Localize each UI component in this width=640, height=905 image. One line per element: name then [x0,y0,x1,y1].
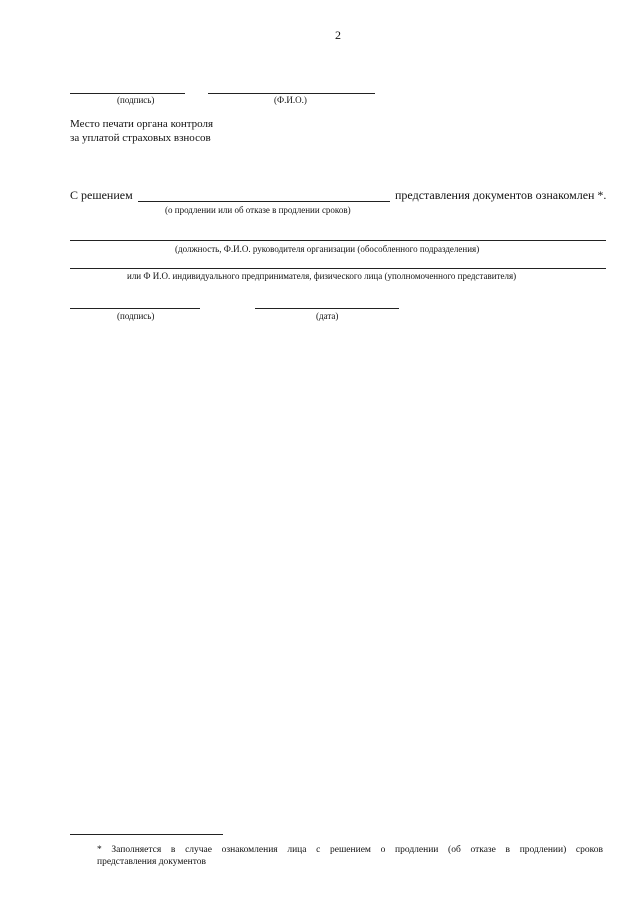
decision-line [138,201,390,202]
decision-hint: (о продлении или об отказе в продлении сроков) [165,205,351,215]
footnote-line2: представления документов [97,857,206,867]
date-line [255,308,399,309]
position-line [70,240,606,241]
date-label: (дата) [316,311,339,321]
bottom-signature-line [70,308,200,309]
page-number: 2 [335,28,341,42]
bottom-signature-label: (подпись) [117,311,155,321]
entrepreneur-line [70,268,606,269]
position-hint: (должность, Ф.И.О. руководителя организации (обособленного подразделения) [175,244,480,254]
signature-line [70,93,185,94]
acquaintance-suffix: представления документов ознакомлен *. [395,188,607,202]
stamp-place-line1: Место печати органа контроля [70,118,214,130]
entrepreneur-hint: или Ф И.О. индивидуального предпринимателя, физического лица (уполномоченного представителя) [127,271,517,281]
fio-line [208,93,375,94]
footnote-line1: * Заполняется в случае ознакомления лица с решением о продлении (об отказе в продлении) сроков [97,845,603,855]
footnote-separator [70,834,223,835]
fio-label: (Ф.И.О.) [274,95,307,105]
acquaintance-prefix: С решением [70,188,133,202]
stamp-place-line2: за уплатой страховых взносов [70,132,211,144]
signature-label: (подпись) [117,95,155,105]
